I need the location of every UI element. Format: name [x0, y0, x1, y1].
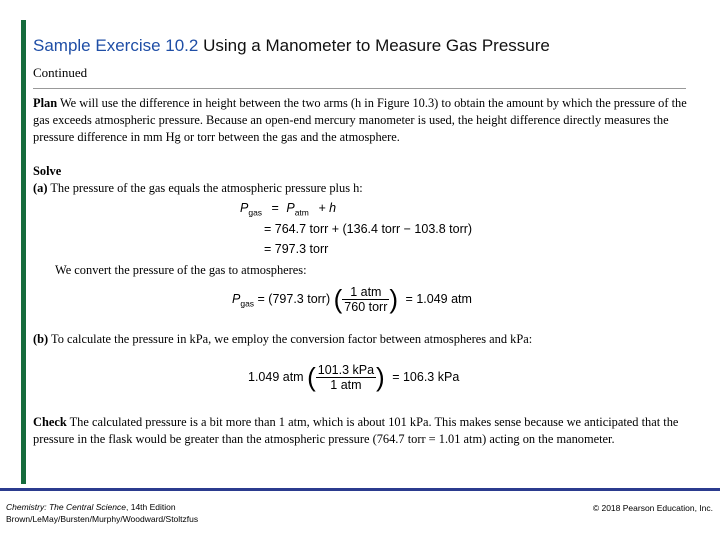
eq3-fraction	[316, 363, 376, 392]
eq1-rhs: P	[286, 201, 295, 215]
eq2-lhs-sub: gas	[240, 298, 255, 309]
equation-3	[248, 362, 459, 393]
solve-label: Solve	[33, 164, 62, 178]
equation-2	[232, 284, 472, 315]
part-b-label: (b)	[33, 332, 49, 346]
footer-divider	[0, 488, 720, 491]
eq2-numerator: 1 atm	[342, 285, 389, 300]
eq2-mid: = (797.3 torr)	[254, 291, 331, 306]
plan-label: Plan	[33, 96, 58, 110]
eq3-numerator: 101.3 kPa	[317, 363, 375, 377]
book-edition: , 14th Edition	[126, 502, 176, 512]
book-authors: Brown/LeMay/Bursten/Murphy/Woodward/Stoltzfus	[6, 514, 199, 524]
eq2-denominator: 760 torr	[344, 300, 388, 314]
eq1-plus-h: + h	[318, 201, 337, 215]
footer-citation	[6, 501, 198, 525]
solve-heading	[33, 163, 691, 180]
eq2-lhs: P	[232, 291, 241, 306]
left-paren: (	[333, 284, 343, 314]
convert-text: We convert the pressure of the gas to atmospheres:	[55, 263, 307, 277]
eq2-fraction	[342, 285, 389, 314]
eq1-lhs: P	[240, 201, 249, 215]
right-paren-2: )	[376, 362, 385, 392]
slide-accent-bar-lower	[21, 320, 26, 484]
copyright-notice: © 2018 Pearson Education, Inc.	[592, 503, 713, 513]
eq3-denominator: 1 atm	[330, 378, 362, 392]
left-paren-2: (	[307, 362, 316, 392]
solve-part-a	[33, 180, 691, 197]
equation-1-line-2: = 764.7 torr + (136.4 torr − 103.8 torr)	[264, 222, 473, 236]
title-text: Using a Manometer to Measure Gas Pressure	[198, 36, 550, 55]
eq1-rhs-sub: atm	[294, 207, 309, 218]
check-text: The calculated pressure is a bit more than 1 atm, which is about 101 kPa. This makes sense because we anticipated that the pressure in the flask would be greater than the atmospheric pressure (764.7 torr = 1.01 atm) acting on the manometer.	[33, 415, 679, 446]
book-title: Chemistry: The Central Science	[6, 502, 126, 512]
part-a-label: (a)	[33, 181, 48, 195]
eq3-lhs: 1.049 atm	[248, 369, 304, 384]
title-divider	[33, 88, 686, 89]
equation-1-line-1	[240, 201, 336, 218]
equation-1-line-3: = 797.3 torr	[264, 242, 329, 256]
eq3-result: = 106.3 kPa	[392, 369, 460, 384]
eq1-lhs-sub: gas	[248, 207, 263, 218]
solve-part-b	[33, 331, 691, 348]
slide-title	[33, 36, 550, 56]
subtitle: Continued	[33, 65, 88, 80]
check-label: Check	[33, 415, 67, 429]
plan-paragraph	[33, 95, 691, 146]
eq2-result: = 1.049 atm	[405, 291, 472, 306]
part-b-text: To calculate the pressure in kPa, we employ the conversion factor between atmospheres and kPa:	[48, 332, 533, 346]
plan-text: We will use the difference in height between the two arms (h in Figure 10.3) to obtain the amount by which the pressure of the gas exceeds atmospheric pressure. Because an open-end mercury manometer is used, the height difference directly measures the pressure difference in mm Hg or torr between the gas and the atmosphere.	[33, 96, 687, 144]
right-paren: )	[389, 284, 399, 314]
title-exercise-number: Sample Exercise 10.2	[33, 36, 199, 55]
eq1-equals: =	[271, 201, 279, 215]
check-paragraph	[33, 414, 691, 448]
part-a-text: The pressure of the gas equals the atmospheric pressure plus h:	[47, 181, 363, 195]
